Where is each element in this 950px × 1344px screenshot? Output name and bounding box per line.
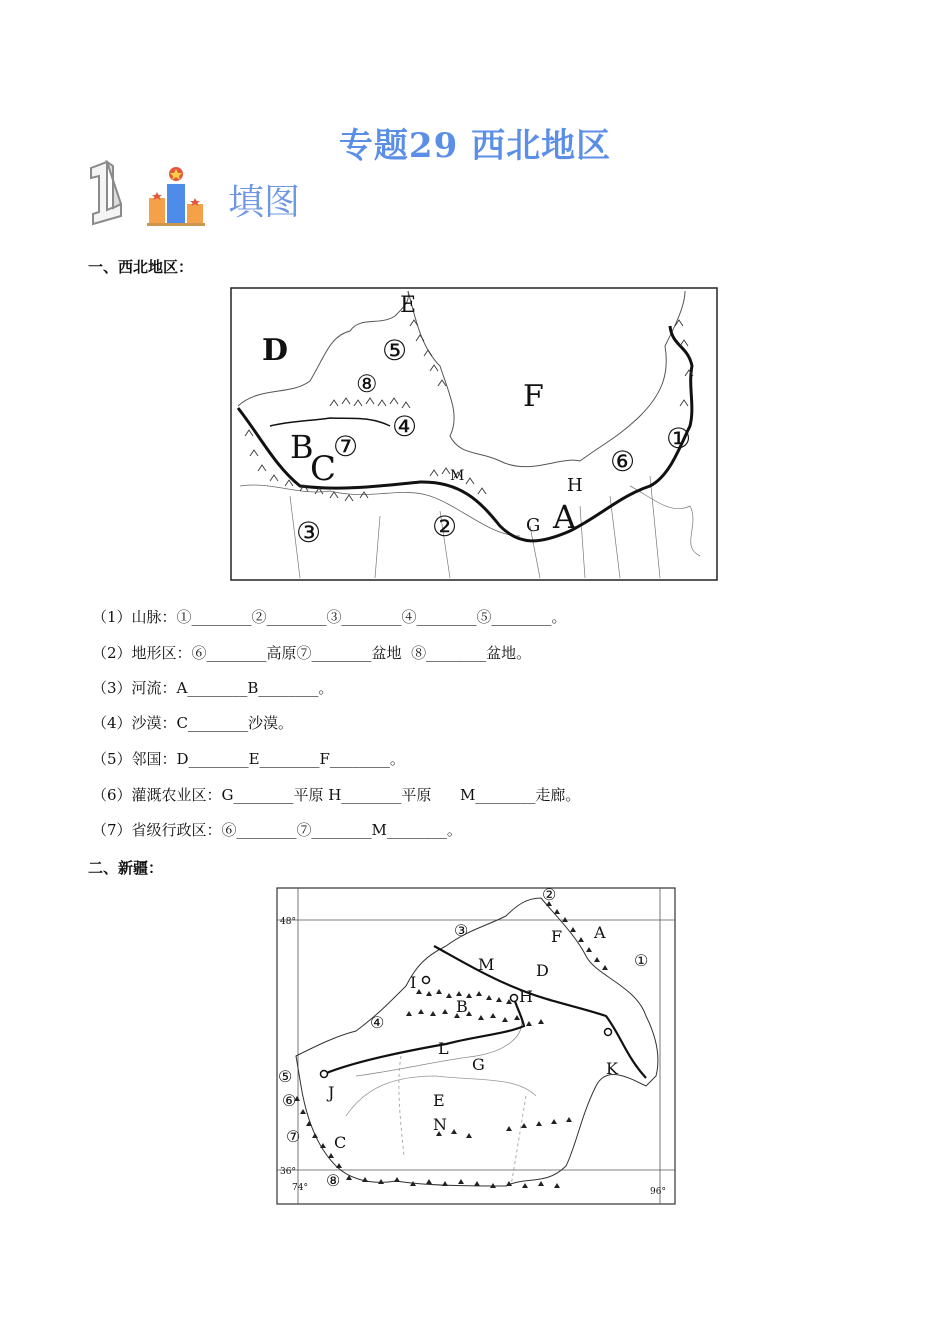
map1-marker-5: ⑤ [382, 334, 408, 367]
map1-marker-2: ② [432, 510, 458, 543]
map2-lon-96: 96° [650, 1187, 666, 1197]
map2-label-A: A [594, 923, 606, 942]
map2-marker-4: ④ [370, 1013, 385, 1032]
map1-label-M: M [450, 468, 465, 484]
question-7-provinces: （7）省级行政区：⑥________⑦________M________。 [92, 821, 462, 839]
page-title: 专题29 西北地区 [338, 126, 612, 166]
question-1-mountains: （1）山脉：①________②________③________④________⑤________。 [92, 608, 567, 626]
section-heading-northwest: 一、西北地区： [88, 258, 194, 276]
map2-label-D: D [536, 961, 549, 980]
map2-label-I: I [410, 973, 417, 992]
trophy-podium-icon [145, 164, 211, 226]
map1-label-C: C [310, 449, 337, 489]
question-2-landforms: （2）地形区：⑥________高原⑦________盆地 ⑧________盆地。 [92, 644, 532, 662]
map1-label-F: F [523, 379, 544, 414]
map1-label-E: E [400, 293, 417, 318]
map1-label-G: G [526, 515, 541, 536]
number-one-icon [85, 160, 131, 226]
question-4-desert: （4）沙漠：C________沙漠。 [92, 714, 294, 732]
map2-marker-2: ② [542, 886, 557, 904]
map2-marker-7: ⑦ [286, 1127, 301, 1146]
map2-marker-6: ⑥ [282, 1091, 297, 1110]
map2-lat-48: 48° [280, 917, 296, 927]
map2-label-K: K [606, 1059, 618, 1078]
map1-label-B: B [290, 428, 314, 466]
map2-label-F: F [551, 927, 563, 946]
map2-label-H: H [519, 987, 533, 1006]
map1-marker-1: ① [666, 422, 692, 455]
map2-lon-74: 74° [292, 1183, 308, 1193]
question-6-irrigation: （6）灌溉农业区：G________平原 H________平原 M________走廊。 [92, 786, 581, 804]
map2-label-E: E [433, 1091, 445, 1110]
northwest-region-map [230, 286, 720, 582]
map1-label-H: H [567, 475, 583, 496]
map1-marker-3: ③ [296, 516, 322, 549]
map1-marker-8: ⑧ [356, 370, 378, 398]
map1-marker-4: ④ [392, 410, 418, 443]
section-heading-xinjiang: 二、新疆： [88, 859, 164, 877]
map2-label-C: C [334, 1133, 347, 1152]
map1-marker-7: ⑦ [333, 430, 359, 463]
xinjiang-map [276, 886, 678, 1208]
map2-label-L: L [438, 1039, 449, 1058]
question-3-rivers: （3）河流：A________B________。 [92, 679, 334, 697]
map2-marker-5: ⑤ [278, 1067, 293, 1086]
question-5-neighbors: （5）邻国：D________E________F________。 [92, 750, 405, 768]
map1-label-D: D [262, 333, 289, 368]
map1-marker-6: ⑥ [610, 445, 636, 478]
map2-label-J: J [328, 1083, 335, 1102]
map2-label-G: G [472, 1055, 485, 1074]
map1-label-A: A [553, 498, 577, 536]
map2-lat-36: 36° [280, 1167, 296, 1177]
banner-label: 填图 [228, 182, 301, 223]
map2-label-M: M [478, 955, 495, 974]
map2-marker-1: ① [634, 951, 649, 970]
map2-label-B: B [456, 997, 468, 1016]
map2-marker-3: ③ [454, 921, 469, 940]
map2-marker-8: ⑧ [326, 1171, 341, 1190]
map2-label-N: N [433, 1115, 447, 1134]
section-banner [85, 160, 385, 230]
